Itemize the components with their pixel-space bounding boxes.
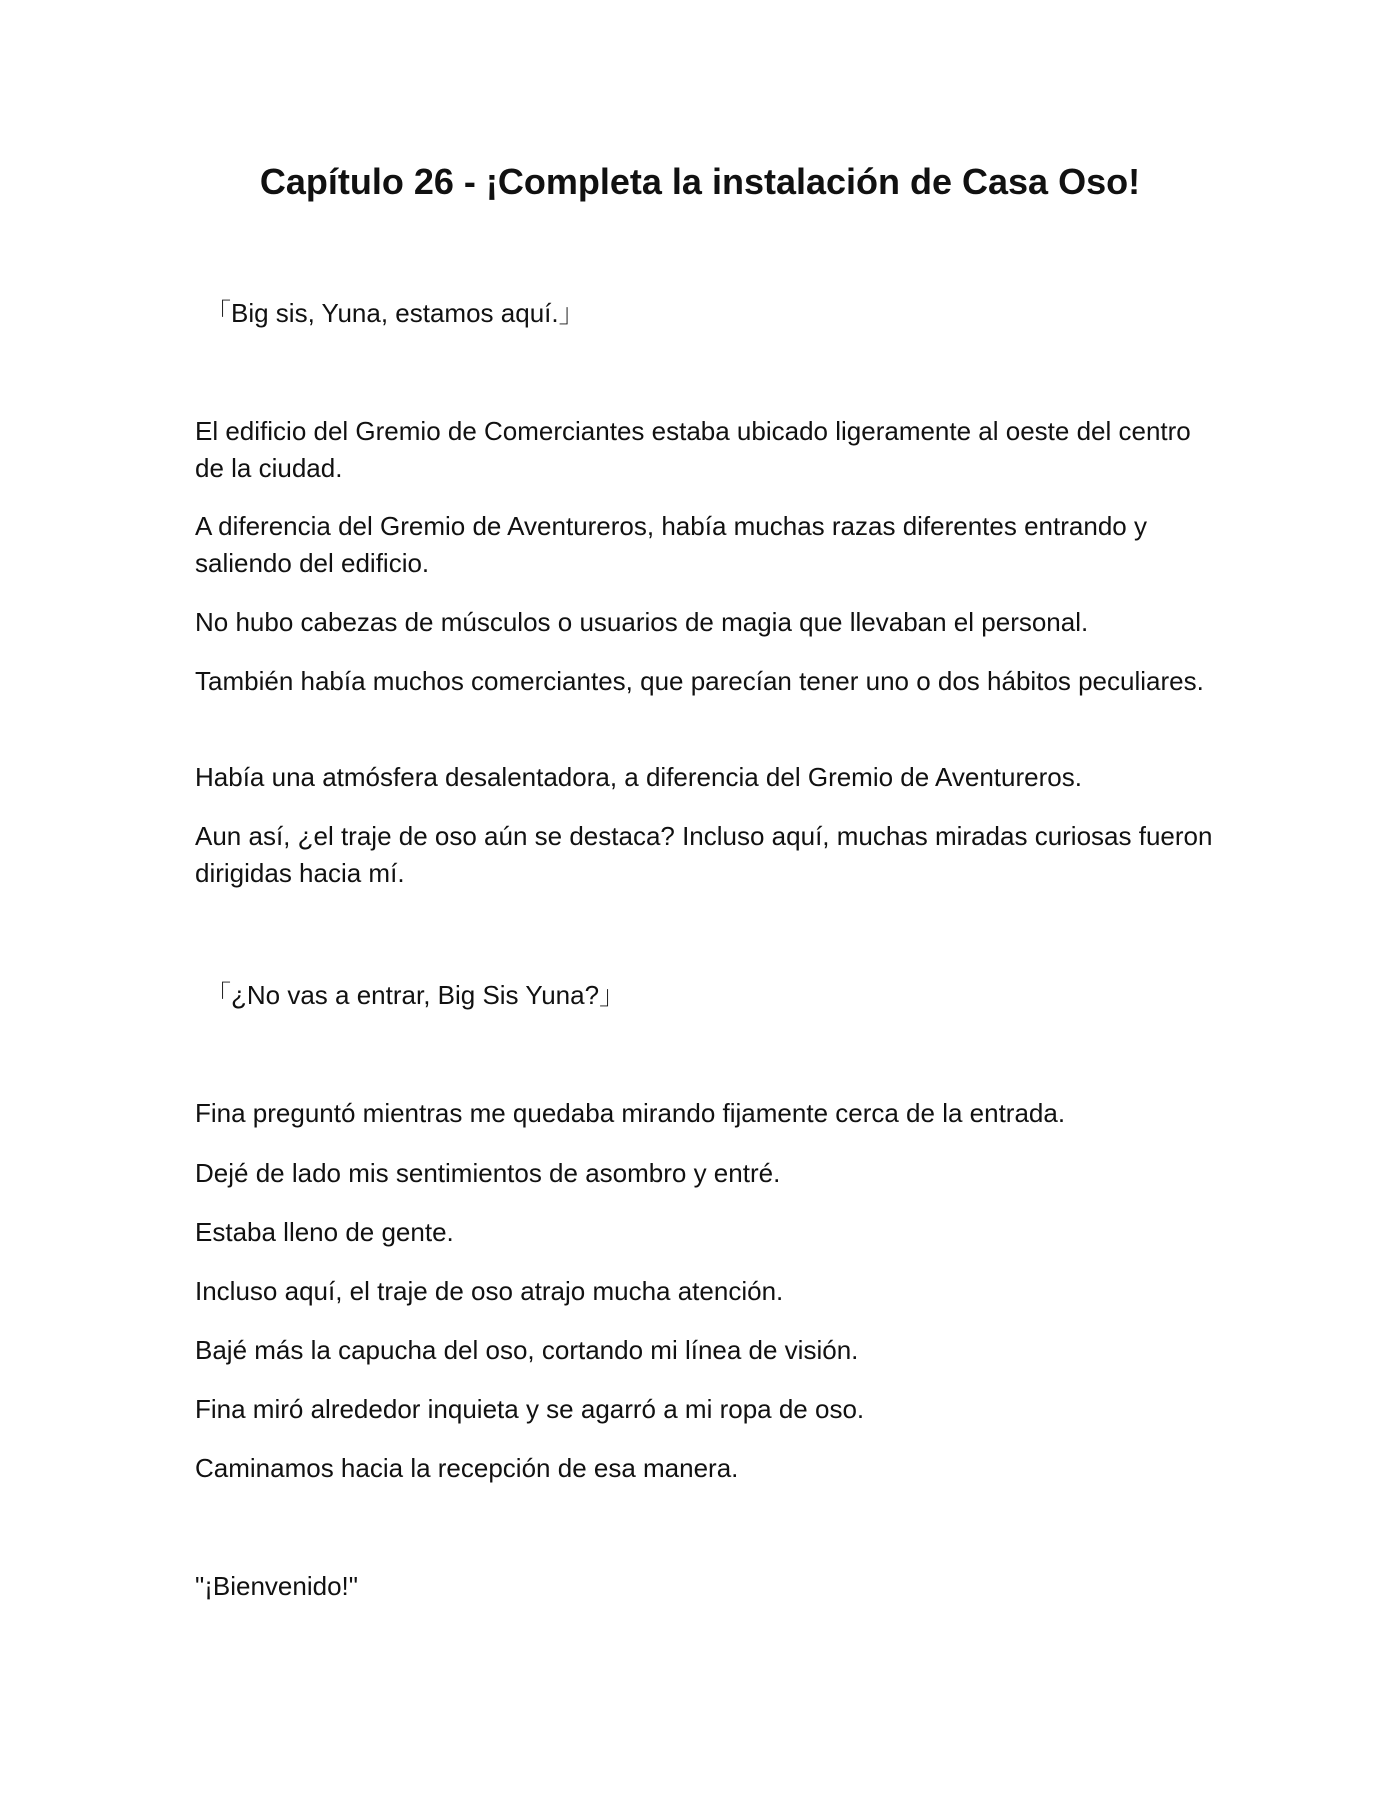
dialogue-line: "¡Bienvenido!" — [195, 1571, 358, 1601]
dialogue-line: 「Big sis, Yuna, estamos aquí.」 — [205, 298, 585, 328]
paragraph: Aun así, ¿el traje de oso aún se destaca? Incluso aquí, muchas miradas curiosas fueron dirigidas hacia mí. — [195, 821, 1213, 888]
paragraph: Incluso aquí, el traje de oso atrajo mucha atención. — [195, 1276, 784, 1306]
chapter-title: Capítulo 26 - ¡Completa la instalación de Casa Oso! — [259, 161, 1141, 202]
paragraph: El edificio del Gremio de Comerciantes estaba ubicado ligeramente al oeste del centro de la ciudad. — [195, 416, 1191, 483]
paragraph: No hubo cabezas de músculos o usuarios de magia que llevaban el personal. — [195, 607, 1089, 637]
paragraph: A diferencia del Gremio de Aventureros, había muchas razas diferentes entrando y saliendo del edificio. — [195, 511, 1147, 578]
paragraph: Había una atmósfera desalentadora, a diferencia del Gremio de Aventureros. — [195, 762, 1082, 792]
paragraph: Caminamos hacia la recepción de esa manera. — [195, 1453, 739, 1483]
paragraph: Fina miró alrededor inquieta y se agarró a mi ropa de oso. — [195, 1394, 865, 1424]
paragraph: Fina preguntó mientras me quedaba mirando fijamente cerca de la entrada. — [195, 1098, 1066, 1128]
paragraph: Estaba lleno de gente. — [195, 1217, 454, 1247]
dialogue-line: 「¿No vas a entrar, Big Sis Yuna?」 — [205, 980, 626, 1010]
paragraph: Bajé más la capucha del oso, cortando mi línea de visión. — [195, 1335, 859, 1365]
paragraph: Dejé de lado mis sentimientos de asombro y entré. — [195, 1158, 781, 1188]
paragraph: También había muchos comerciantes, que parecían tener uno o dos hábitos peculiares. — [195, 666, 1204, 696]
